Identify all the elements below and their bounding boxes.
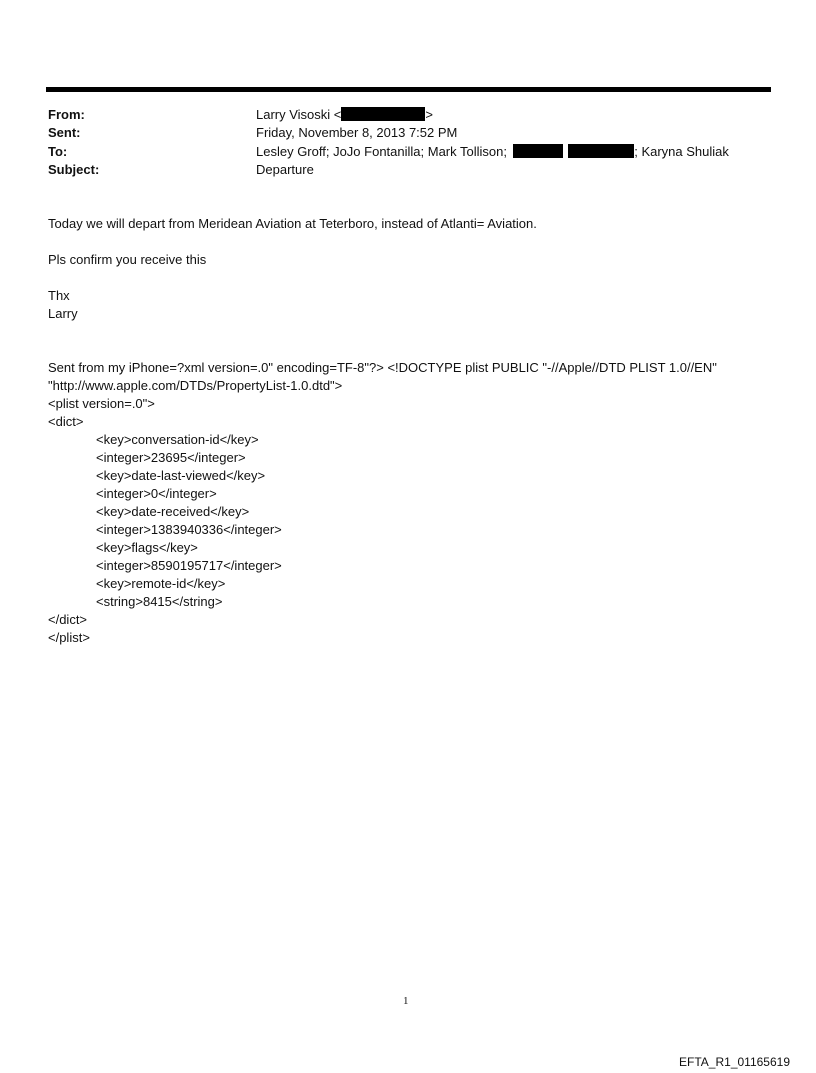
xml-line: <key>flags</key> xyxy=(96,540,198,555)
from-label: From: xyxy=(48,107,85,122)
sent-value: Friday, November 8, 2013 7:52 PM xyxy=(256,125,458,140)
xml-line: </plist> xyxy=(48,630,90,645)
xml-line: "http://www.apple.com/DTDs/PropertyList-1.0.dtd"> xyxy=(48,378,343,393)
to-value xyxy=(256,143,729,161)
xml-line: <integer>1383940336</integer> xyxy=(96,522,282,537)
xml-line: <string>8415</string> xyxy=(96,594,223,609)
from-name: Larry Visoski < xyxy=(256,107,342,122)
xml-line: <integer>8590195717</integer> xyxy=(96,558,282,573)
body-paragraph: Today we will depart from Meridean Aviation at Teterboro, instead of Atlanti= Aviation. xyxy=(48,216,537,231)
xml-line: <key>date-last-viewed</key> xyxy=(96,468,266,483)
subject-label: Subject: xyxy=(48,162,100,177)
xml-line: <key>conversation-id</key> xyxy=(96,432,259,447)
redaction-block xyxy=(513,144,563,158)
xml-line: <dict> xyxy=(48,414,84,429)
xml-line: <key>date-received</key> xyxy=(96,504,250,519)
xml-line: Sent from my iPhone=?xml version=.0" encoding=TF-8"?> <!DOCTYPE plist PUBLIC "-//Apple//DTD PLIST 1.0//EN" xyxy=(48,360,717,375)
page-number: 1 xyxy=(403,995,409,1007)
from-close: > xyxy=(425,107,433,122)
to-recipients-end: ; Karyna Shuliak xyxy=(634,144,729,159)
subject-value: Departure xyxy=(256,162,314,177)
header-divider xyxy=(46,87,771,92)
body-paragraph: Pls confirm you receive this xyxy=(48,252,207,267)
xml-line: </dict> xyxy=(48,612,88,627)
to-label: To: xyxy=(48,144,68,159)
document-id: EFTA_R1_01165619 xyxy=(679,1055,790,1069)
redaction-block xyxy=(341,107,425,121)
redaction-block xyxy=(568,144,634,158)
signature: Larry xyxy=(48,306,78,321)
xml-line: <integer>0</integer> xyxy=(96,486,217,501)
body-paragraph: Thx xyxy=(48,288,70,303)
xml-line: <integer>23695</integer> xyxy=(96,450,246,465)
to-recipients: Lesley Groff; JoJo Fontanilla; Mark Tollison; xyxy=(256,144,507,159)
sent-label: Sent: xyxy=(48,125,81,140)
from-value xyxy=(256,106,433,124)
xml-line: <key>remote-id</key> xyxy=(96,576,226,591)
xml-line: <plist version=.0"> xyxy=(48,396,155,411)
